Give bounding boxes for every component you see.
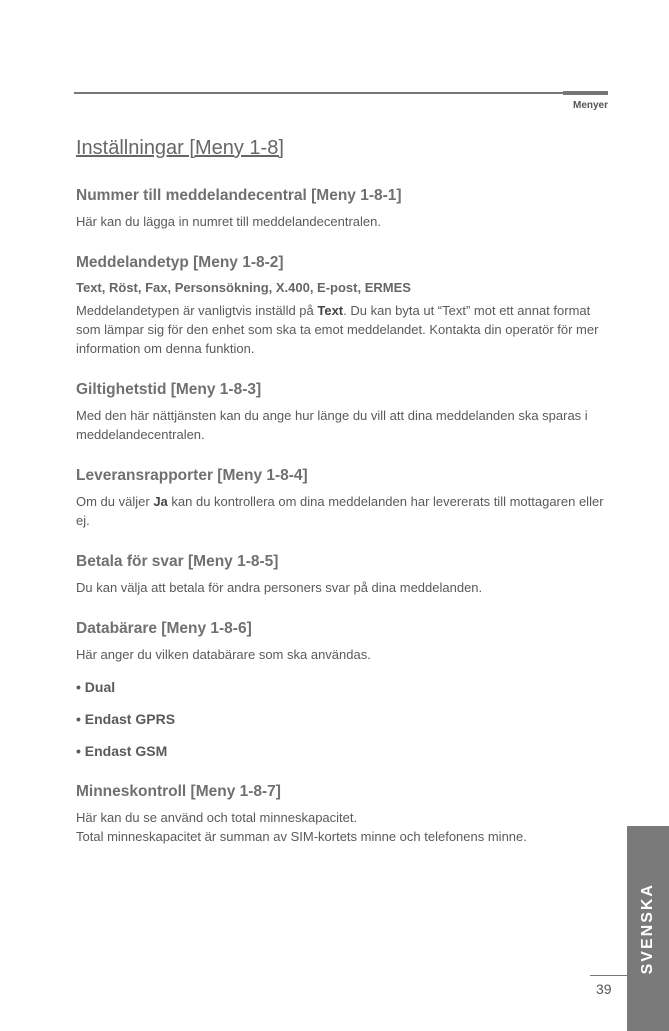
section-heading: Giltighetstid [Meny 1-8-3] — [76, 381, 262, 398]
list-item: • Endast GSM — [76, 743, 168, 759]
list-item: • Dual — [76, 679, 116, 695]
section-text: Här anger du vilken databärare som ska användas. — [76, 647, 371, 662]
page-title: Inställningar [Meny 1-8] — [76, 137, 284, 159]
language-tab — [627, 826, 669, 1031]
text-part: Meddelandetypen är vanligtvis inställd på — [76, 303, 318, 318]
language-tab-label: SVENSKA — [639, 882, 656, 975]
section-heading: Meddelandetyp [Meny 1-8-2] — [76, 254, 284, 271]
section-text: Här kan du se använd och total minneskapacitet. — [76, 810, 358, 825]
section-minneskontroll — [76, 782, 606, 846]
section-text: Du kan välja att betala för andra personers svar på dina meddelanden. — [76, 580, 483, 595]
section-giltighetstid — [76, 380, 606, 444]
header-rule-accent — [563, 91, 608, 95]
section-heading: Leveransrapporter [Meny 1-8-4] — [76, 467, 308, 484]
section-meddelandecentral — [76, 186, 606, 231]
section-heading: Betala för svar [Meny 1-8-5] — [76, 553, 279, 570]
text-bold: Ja — [153, 494, 168, 509]
page-number-rule — [590, 975, 627, 976]
section-text: Här kan du lägga in numret till meddelandecentralen. — [76, 214, 381, 229]
page-content — [76, 136, 606, 868]
section-subheading: Text, Röst, Fax, Personsökning, X.400, E-post, ERMES — [76, 280, 411, 295]
text-part: Om du väljer — [76, 494, 154, 509]
section-meddelandetyp — [76, 253, 606, 358]
text-part: kan du kontrollera om dina meddelanden har levererats till mottagaren eller ej. — [76, 494, 604, 528]
section-heading: Databärare [Meny 1-8-6] — [76, 620, 252, 637]
section-text: Total minneskapacitet är summan av SIM-kortets minne och telefonens minne. — [76, 829, 527, 844]
section-text — [76, 492, 606, 530]
list-item: • Endast GPRS — [76, 711, 176, 727]
section-heading: Nummer till meddelandecentral [Meny 1-8-1] — [76, 187, 402, 204]
bullet-list — [76, 678, 606, 760]
section-betala-for-svar — [76, 552, 606, 597]
section-heading: Minneskontroll [Meny 1-8-7] — [76, 783, 281, 800]
text-bold: Text — [317, 303, 344, 318]
section-leveransrapporter — [76, 466, 606, 530]
running-header: Menyer — [572, 100, 608, 111]
section-text: Med den här nättjänsten kan du ange hur länge du vill att dina meddelanden ska sparas i meddelandecentralen. — [76, 408, 588, 442]
header-rule — [74, 92, 608, 94]
text-part: . Du kan byta ut “Text” mot ett annat format som lämpar sig för den enhet som ska ta emot meddelandet. Kontakta din operatör för mer information om denna funktion. — [76, 303, 599, 356]
page-number: 39 — [596, 981, 612, 997]
section-databarare — [76, 619, 606, 760]
section-text — [76, 301, 606, 358]
